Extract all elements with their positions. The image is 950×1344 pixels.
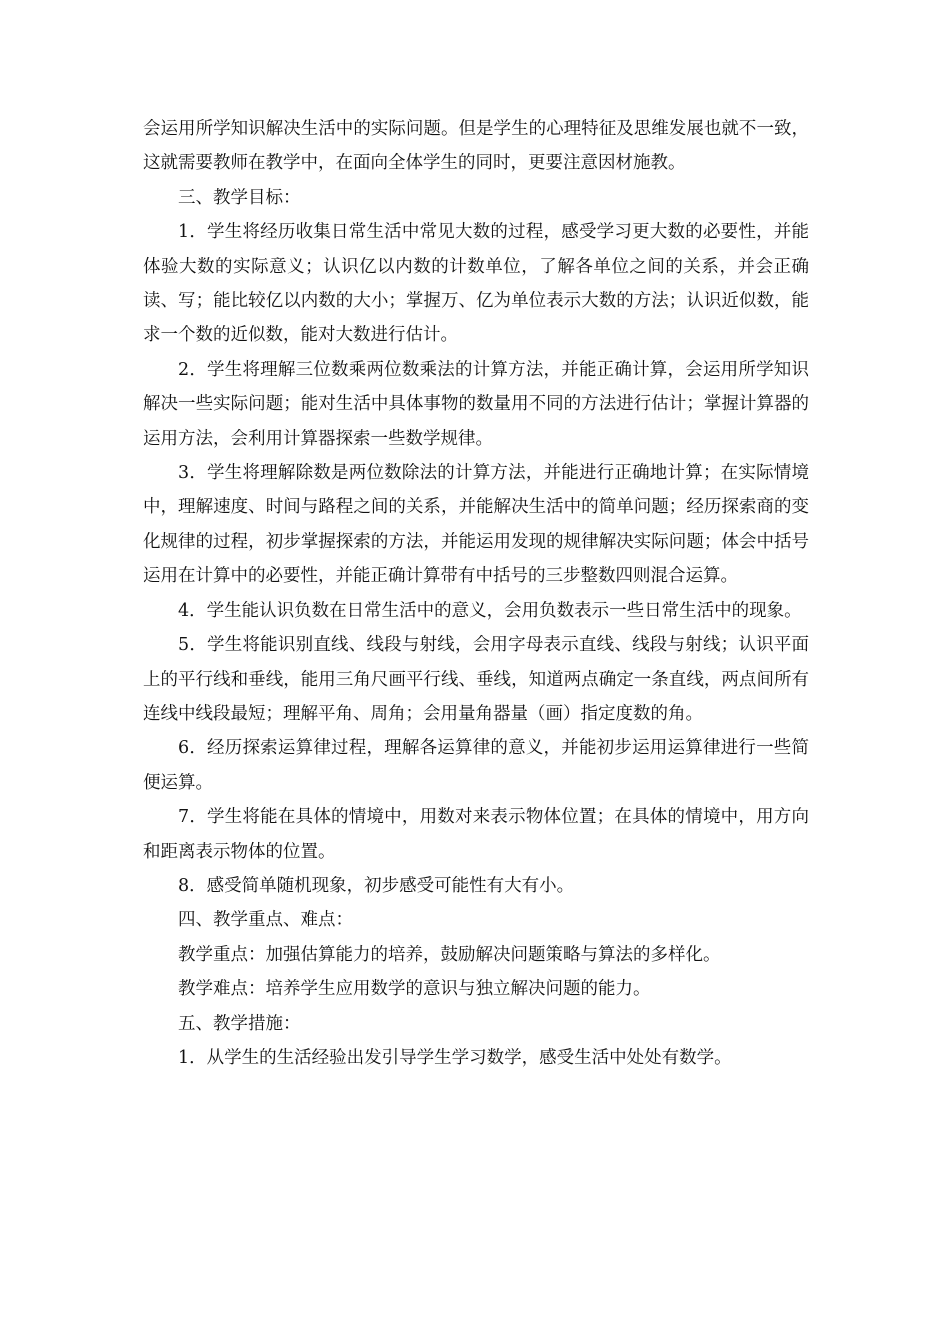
goal-item-7: 7．学生将能在具体的情境中，用数对来表示物体位置；在具体的情境中，用方向和距离表示物体的位置。 [143,807,809,862]
goal-item-6: 6．经历探索运算律过程，理解各运算律的意义，并能初步运用运算律进行一些简便运算。 [143,738,809,793]
goal-item-5: 5．学生将能识别直线、线段与射线，会用字母表示直线、线段与射线；认识平面上的平行线和垂线，能用三角尺画平行线、垂线，知道两点确定一条直线，两点间所有连线中线段最短；理解平角、周角；会用量角器量（画）指定度数的角。 [143,635,809,724]
goal-item-3: 3．学生将理解除数是两位数除法的计算方法，并能进行正确地计算；在实际情境中，理解速度、时间与路程之间的关系，并能解决生活中的简单问题；经历探索商的变化规律的过程，初步掌握探索的方法，并能运用发现的规律解决实际问题；体会中括号运用在计算中的必要性，并能正确计算带有中括号的三步整数四则混合运算。 [143,463,809,587]
section-heading-key-points: 四、教学重点、难点： [178,910,353,931]
key-point-focus: 教学重点：加强估算能力的培养，鼓励解决问题策略与算法的多样化。 [178,944,721,965]
measure-item-1: 1．从学生的生活经验出发引导学生学习数学，感受生活中处处有数学。 [178,1047,732,1068]
section-heading-teaching-goals: 三、教学目标： [178,187,301,208]
key-point-difficulty: 教学难点：培养学生应用数学的意识与独立解决问题的能力。 [178,979,651,1000]
section-heading-teaching-measures: 五、教学措施： [178,1013,301,1034]
goal-item-2: 2．学生将理解三位数乘两位数乘法的计算方法，并能正确计算，会运用所学知识解决一些实际问题；能对生活中具体事物的数量用不同的方法进行估计；掌握计算器的运用方法，会利用计算器探索一些数学规律。 [143,359,809,449]
goal-item-4: 4．学生能认识负数在日常生活中的意义，会用负数表示一些日常生活中的现象。 [178,600,802,621]
document-page [143,112,809,1075]
paragraph-intro-continuation: 会运用所学知识解决生活中的实际问题。但是学生的心理特征及思维发展也就不一致，这就需要教师在教学中，在面向全体学生的同时，更要注意因材施教。 [143,119,809,174]
goal-item-8: 8．感受简单随机现象，初步感受可能性有大有小。 [178,875,575,896]
goal-item-1: 1．学生将经历收集日常生活中常见大数的过程，感受学习更大数的必要性，并能体验大数的实际意义；认识亿以内数的计数单位，了解各单位之间的关系，并会正确读、写；能比较亿以内数的大小；掌握万、亿为单位表示大数的方法；认识近似数，能求一个数的近似数，能对大数进行估计。 [143,222,809,346]
